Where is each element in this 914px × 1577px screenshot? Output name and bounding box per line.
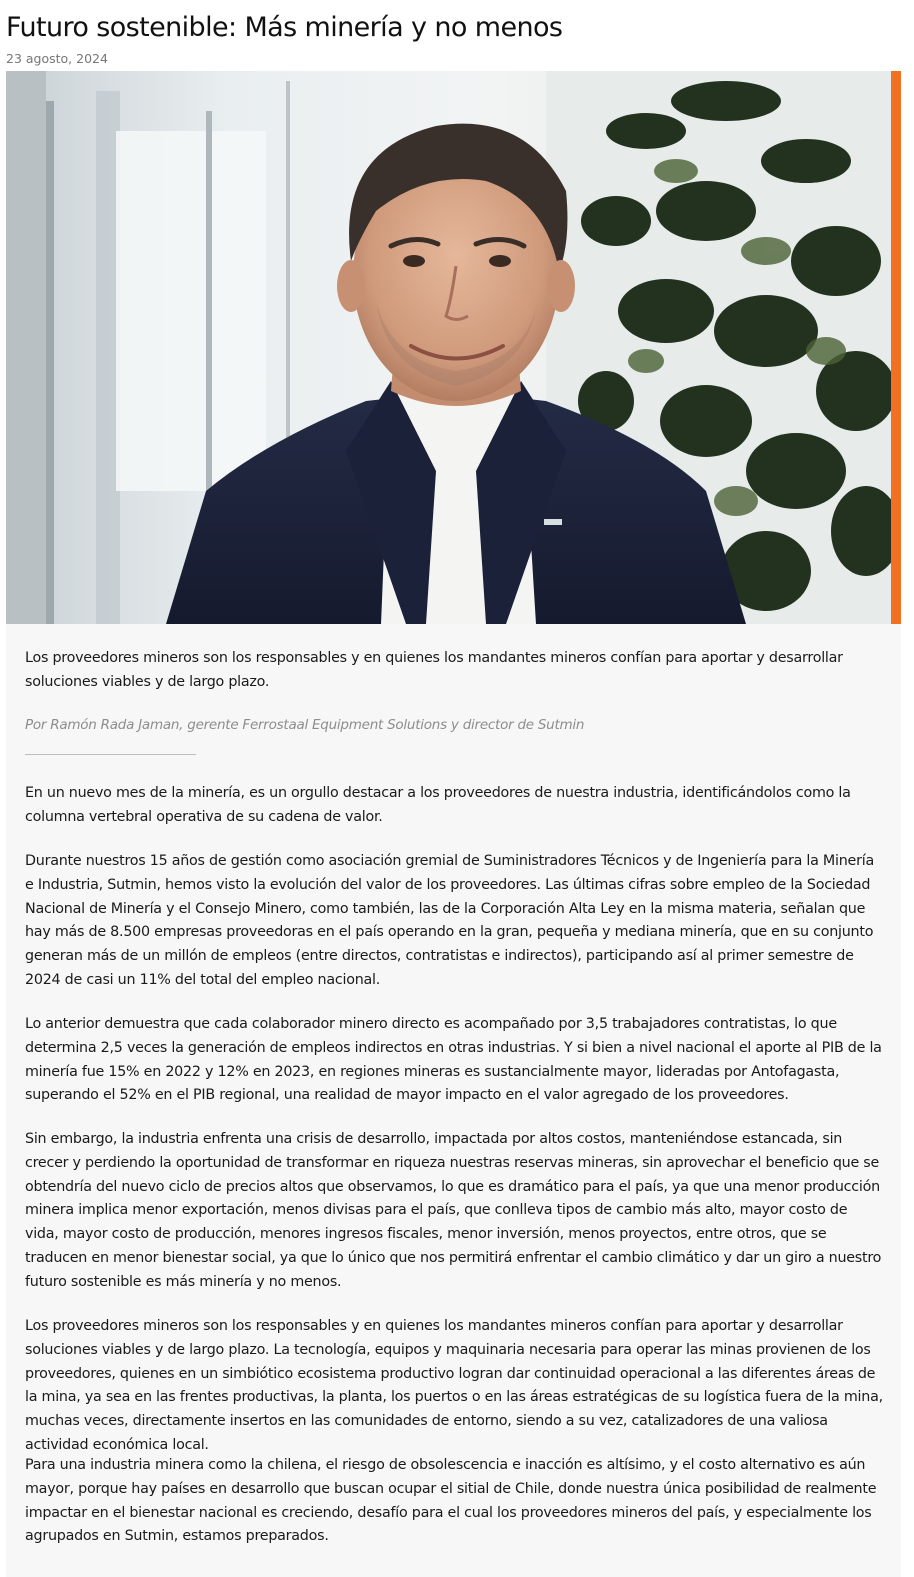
paragraph: Durante nuestros 15 años de gestión como asociación gremial de Suministradores Técnicos y de Ingeniería para la Minería e Industria, Sutmin, hemos visto la evolución del valor de los proveedores. Las últimas cifras sobre empleo de la Sociedad Nacional de Minería y el Consejo Minero, como también, las de la Corporación Alta Ley en la misma materia, señalan que hay más de 8.500 empresas proveedoras en el país operando en la gran, pequeña y mediana minería, que en su conjunto generan más de un millón de empleos (entre directos, contratistas e indirectos), participando así al primer semestre de 2024 de casi un 11% del total del empleo nacional. — [25, 853, 874, 988]
article-date: 23 agosto, 2024 — [6, 51, 108, 66]
paragraph: Sin embargo, la industria enfrenta una crisis de desarrollo, impactada por altos costos, manteniéndose estancada, sin crecer y perdiendo la oportunidad de transformar en riqueza nuestras reservas mineras, sin aprovechar el beneficio que se obtendría del nuevo ciclo de precios altos que observamos, lo que es dramático para el país, ya que una menor producción minera implica menor exportación, menos divisas para el país, que conlleva tipos de cambio más alto, mayor costo de vida, mayor costo de producción, menores ingresos fiscales, menor inversión, menos proyectos, entre otros, que se traducen en menor bienestar social, ya que lo único que nos permitirá enfrentar el cambio climático y dar un giro a nuestro futuro sostenible es más minería y no menos. — [25, 1131, 882, 1290]
paragraph: Los proveedores mineros son los responsables y en quienes los mandantes mineros confían para aportar y desarrollar soluciones viables y de largo plazo. La tecnología, equipos y maquinaria necesaria para operar las minas provienen de los proveedores, quienes en un simbiótico ecosistema productivo logran dar continuidad operacional a las diferentes áreas de la mina, ya sea en las frentes productivas, la planta, los puertos o en las áreas estratégicas de su logística fuera de la mina, muchas veces, directamente insertos en las comunidades de entorno, siendo a su vez, catalizadores de una valiosa actividad económica local. — [25, 1318, 883, 1453]
accent-bar — [891, 71, 901, 627]
article-byline: Por Ramón Rada Jaman, gerente Ferrostaal Equipment Solutions y director de Sutmin — [25, 717, 585, 733]
hero-photo — [6, 71, 891, 624]
paragraph: Lo anterior demuestra que cada colaborador minero directo es acompañado por 3,5 trabajadores contratistas, lo que determina 2,5 veces la generación de empleos indirectos en otras industrias. Y si bien a nivel nacional el aporte al PIB de la minería fue 15% en 2022 y 12% en 2023, en regiones mineras es sustancialmente mayor, lideradas por Antofagasta, superando el 52% en el PIB regional, una realidad de mayor impacto en el valor agregado de los proveedores. — [25, 1016, 882, 1104]
article-title: Futuro sostenible: Más minería y no menos — [6, 12, 563, 43]
paragraph: Para una industria minera como la chilena, el riesgo de obsolescencia e inacción es altísimo, y el costo alternativo es aún mayor, porque hay países en desarrollo que buscan ocupar el sitial de Chile, donde nuestra única posibilidad de realmente impactar en el bienestar nacional es creciendo, desafío para el cual los proveedores mineros del país, y especialmente los agrupados en Sutmin, estamos preparados. — [25, 1457, 877, 1545]
byline-divider — [25, 754, 196, 755]
portrait-illustration — [6, 71, 891, 624]
article-body — [6, 624, 901, 1577]
paragraph: En un nuevo mes de la minería, es un orgullo destacar a los proveedores de nuestra industria, identificándolos como la columna vertebral operativa de su cadena de valor. — [25, 785, 851, 825]
article-lead: Los proveedores mineros son los responsables y en quienes los mandantes mineros confían para aportar y desarrollar soluciones viables y de largo plazo. — [25, 650, 843, 690]
